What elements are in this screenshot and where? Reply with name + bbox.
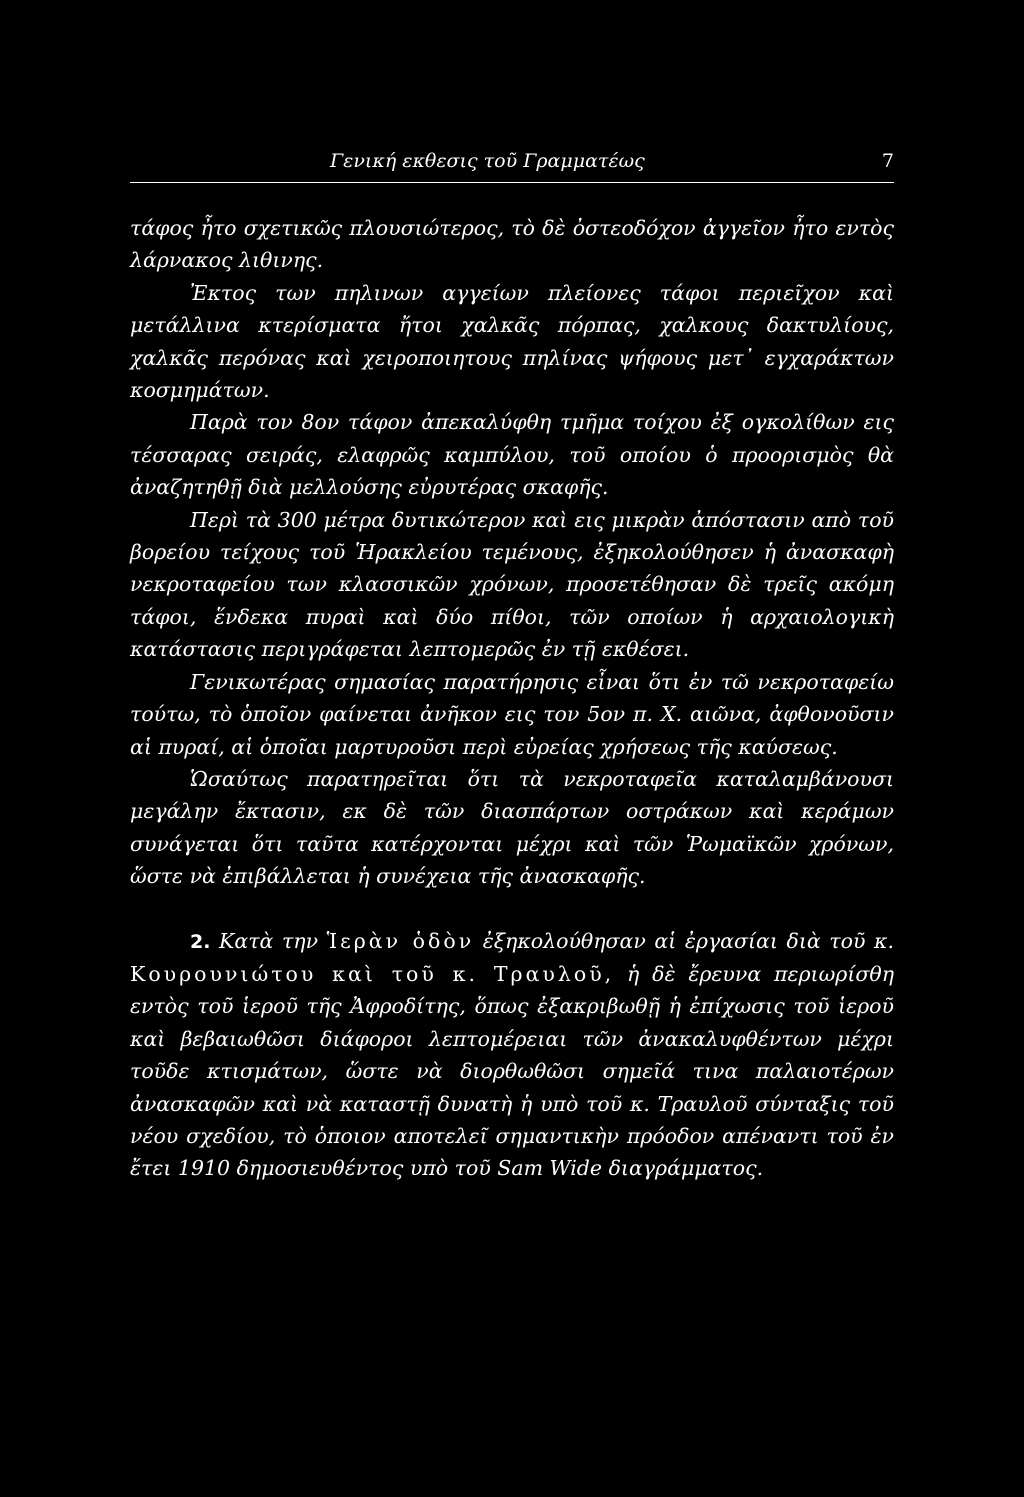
body-text (130, 212, 894, 1185)
paragraph: Παρὰ τον 8ον τάφον ἀπεκαλύφθη τμῆμα τοίχου ἐξ ογκολίθων εις τέσσαρας σειράς, ελαφρῶς καμπύλου, τοῦ οποίου ὁ προορισμὸς θὰ ἀναζητηθῇ διὰ μελλούσης εὐρυτέρας σκαφῆς. (130, 410, 894, 500)
section-2-paragraph (130, 925, 894, 1185)
header-title: Γενική εκθεσις τοῦ Γραμματέως (330, 150, 645, 172)
section-text: Κατὰ την (219, 928, 319, 953)
spaced-person-names: Κουρουνιώτου καὶ τοῦ κ. Τραυλοῦ, (130, 961, 615, 986)
paragraph: Γενικωτέρας σημασίας παρατήρησις εἶναι ὅτι ἐν τῶ νεκροταφείω τούτω, τὸ ὁποῖον φαίνεται ἀνῆκον εις τον 5ον π. Χ. αιῶνα, ἀφθονοῦσιν αἱ πυραί, αἱ ὁποῖαι μαρτυροῦσι περὶ εὐρείας χρήσεως τῆς καύσεως. (130, 669, 894, 759)
paragraph: Περὶ τὰ 300 μέτρα δυτικώτερον καὶ εις μικρὰν ἀπόστασιν απὸ τοῦ βορείου τείχους τοῦ Ἡρακλείου τεμένους, ἐξηκολούθησεν ἡ ἀνασκαφὴ νεκροταφείου των κλασσικῶν χρόνων, προσετέθησαν δὲ τρεῖς ακόμη τάφοι, ἕνδεκα πυραὶ καὶ δύο πίθοι, τῶν οποίων ἡ αρχαιολογικὴ κατάστασις περιγράφεται λεπτομερῶς ἐν τῇ εκθέσει. (130, 507, 894, 662)
paragraph: Ὡσαύτως παρατηρεῖται ὅτι τὰ νεκροταφεῖα καταλαμβάνουσι μεγάλην ἔκτασιν, εκ δὲ τῶν διασπάρτων οστράκων καὶ κεράμων συνάγεται ὅτι ταῦτα κατέρχονται μέχρι καὶ τῶν Ῥωμαϊκῶν χρόνων, ὥστε νὰ ἐπιβάλλεται ἡ συνέχεια τῆς ἀνασκαφῆς. (130, 766, 894, 889)
section-text: ἡ δὲ ἔρευνα περιωρίσθη εντὸς τοῦ ἱεροῦ τῆς Ἀφροδίτης, ὅπως ἐξακριβωθῇ ἡ ἐπίχωσις τοῦ ἱεροῦ καὶ βεβαιωθῶσι διάφοροι λεπτομέρειαι τῶν ἀνακαλυφθέντων μέχρι τοῦδε κτισμάτων, ὥστε νὰ διορθωθῶσι σημεῖά τινα παλαιοτέρων ἀνασκαφῶν καὶ νὰ καταστῇ δυνατὴ ἡ υπὸ τοῦ κ. Τραυλοῦ σύνταξις τοῦ νέου σχεδίου, τὸ ὁποιον αποτελεῖ σημαντικὴν πρόοδον απέναντι τοῦ ἐν ἔτει 1910 δημοσιευθέντος υπὸ τοῦ Sam Wide διαγράμματος. (130, 961, 894, 1181)
page-number: 7 (881, 150, 894, 172)
section-text: ἐξηκολούθησαν αἱ ἐργασίαι διὰ τοῦ κ. (482, 928, 894, 953)
section-number: 2. (190, 930, 211, 953)
document-page (130, 150, 894, 1181)
spaced-place-name: Ἱερὰν ὁδὸν (326, 928, 475, 953)
header-rule (130, 182, 894, 183)
paragraph: τάφος ἦτο σχετικῶς πλουσιώτερος, τὸ δὲ ὀστεοδόχον ἀγγεῖον ἦτο εντὸς λάρνακος λιθινης. (130, 216, 894, 273)
paragraph: Ἐκτος των πηλινων αγγείων πλείονες τάφοι περιεῖχον καὶ μετάλλινα κτερίσματα ἤτοι χαλκᾶς πόρπας, χαλκους δακτυλίους, χαλκᾶς περόνας καὶ χειροποιητους πηλίνας ψήφους μετ᾽ εγχαράκτων κοσμημάτων. (130, 280, 894, 403)
running-header (130, 150, 894, 178)
